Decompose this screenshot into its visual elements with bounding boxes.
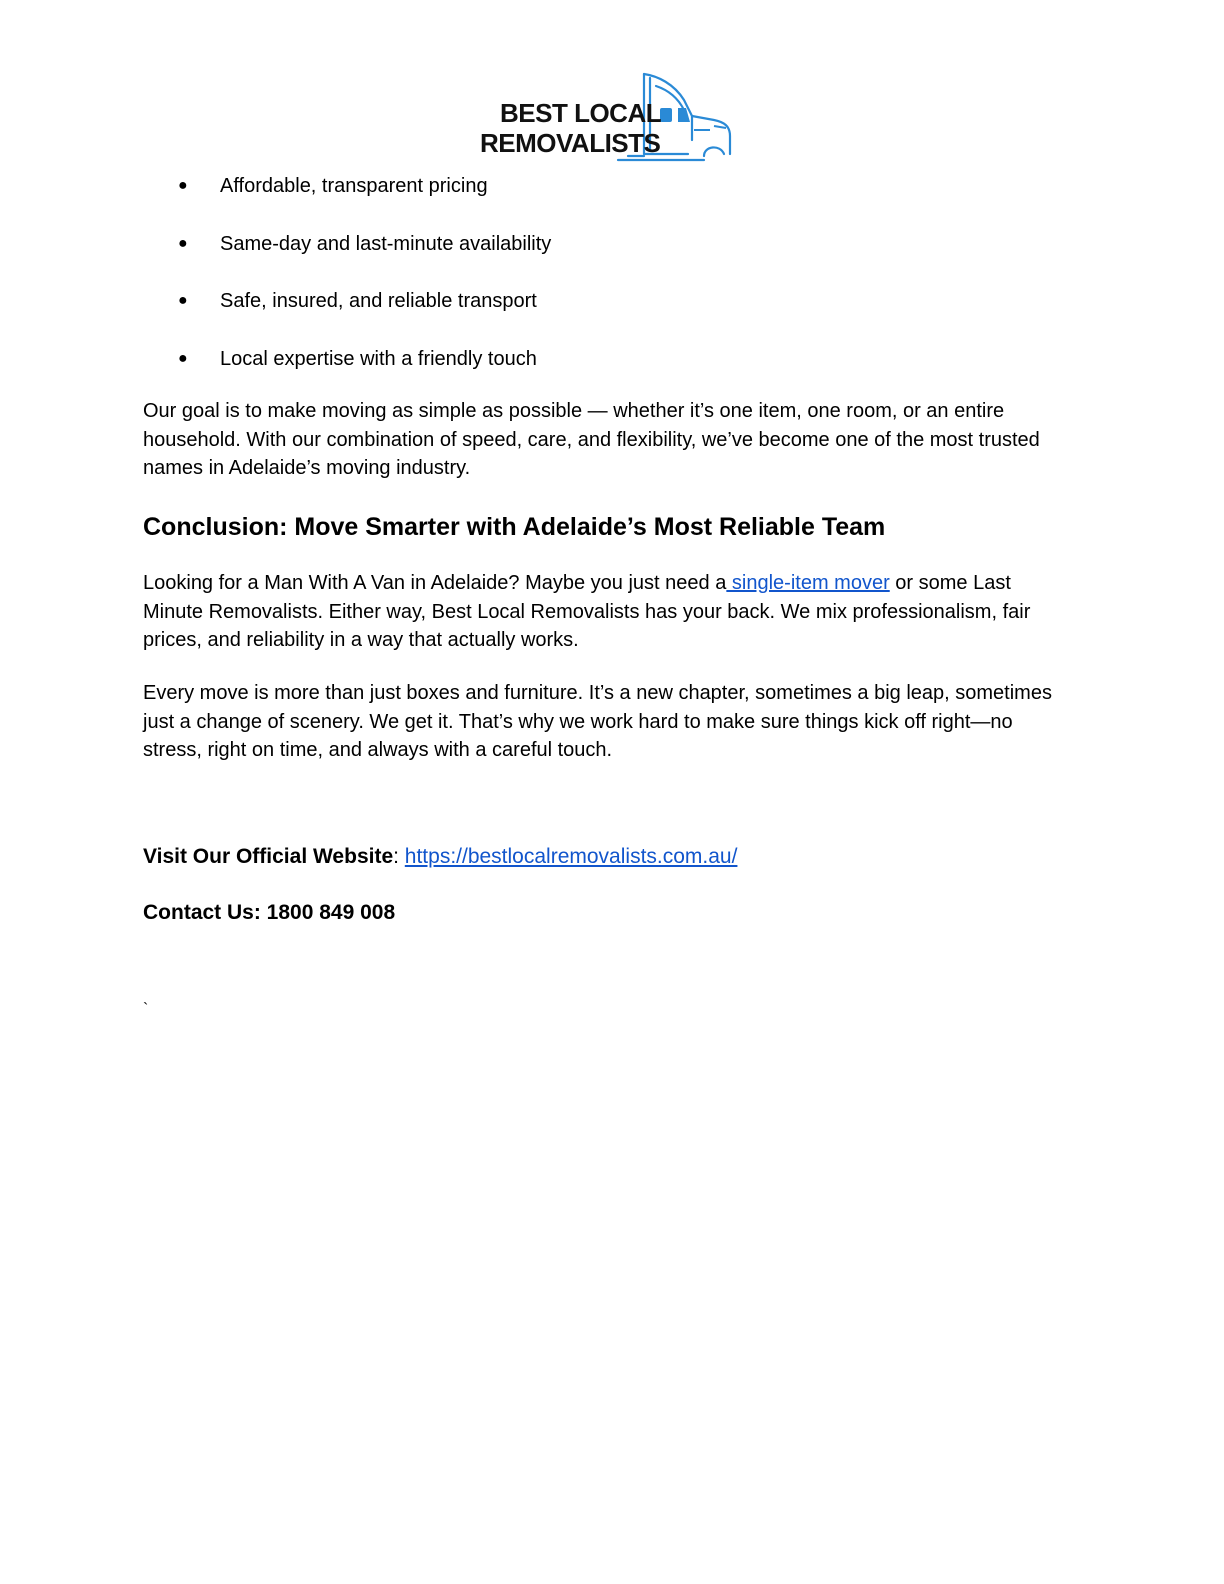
website-line xyxy=(143,842,737,872)
website-label: Visit Our Official Website xyxy=(143,845,394,868)
list-item-text: Local expertise with a friendly touch xyxy=(220,347,537,370)
list-item xyxy=(143,343,1073,401)
list-item xyxy=(143,285,1073,343)
bullet-icon: ● xyxy=(178,234,188,252)
features-list xyxy=(143,170,1073,400)
every-move-paragraph: Every move is more than just boxes and furniture. It’s a new chapter, sometimes a big leap, sometimes just a change of scenery. We get it. That’s why we work hard to make sure things kick off right—no stress, right on time, and always with a careful touch. xyxy=(143,682,1052,762)
bullet-icon: ● xyxy=(178,349,188,367)
list-item-text: Safe, insured, and reliable transport xyxy=(220,290,537,312)
intro-text-before: Looking for a Man With A Van in Adelaide? Maybe you just need a xyxy=(143,572,727,594)
list-item xyxy=(143,228,1073,286)
single-item-mover-link[interactable]: single-item mover xyxy=(726,572,890,594)
website-separator: : xyxy=(393,845,405,868)
logo-line2: REMOVALISTS xyxy=(480,128,661,158)
intro-text-after: or some Last Minute Removalists. Either way, Best Local Removalists has your back. We mix professionalism, fair prices, and reliability in a way that actually works. xyxy=(143,572,1031,652)
intro-paragraph xyxy=(143,569,1073,655)
website-link[interactable]: https://bestlocalremovalists.com.au/ xyxy=(404,845,738,868)
conclusion-heading: Conclusion: Move Smarter with Adelaide’s Most Reliable Team xyxy=(143,513,886,541)
stray-mark: ` xyxy=(143,1001,149,1018)
list-item xyxy=(143,170,1073,228)
contact-line: Contact Us: 1800 849 008 xyxy=(143,901,396,924)
bullet-icon: ● xyxy=(178,292,188,309)
goal-paragraph: Our goal is to make moving as simple as possible — whether it’s one item, one room, or an entire household. With our combination of speed, care, and flexibility, we’ve become one of the most trusted names in Adelaide’s moving industry. xyxy=(143,400,1040,480)
logo-line1: BEST LOCAL xyxy=(500,98,662,128)
list-item-text: Affordable, transparent pricing xyxy=(220,175,488,197)
bullet-icon: ● xyxy=(178,177,188,194)
company-logo xyxy=(478,70,736,166)
list-item-text: Same-day and last-minute availability xyxy=(220,232,552,255)
